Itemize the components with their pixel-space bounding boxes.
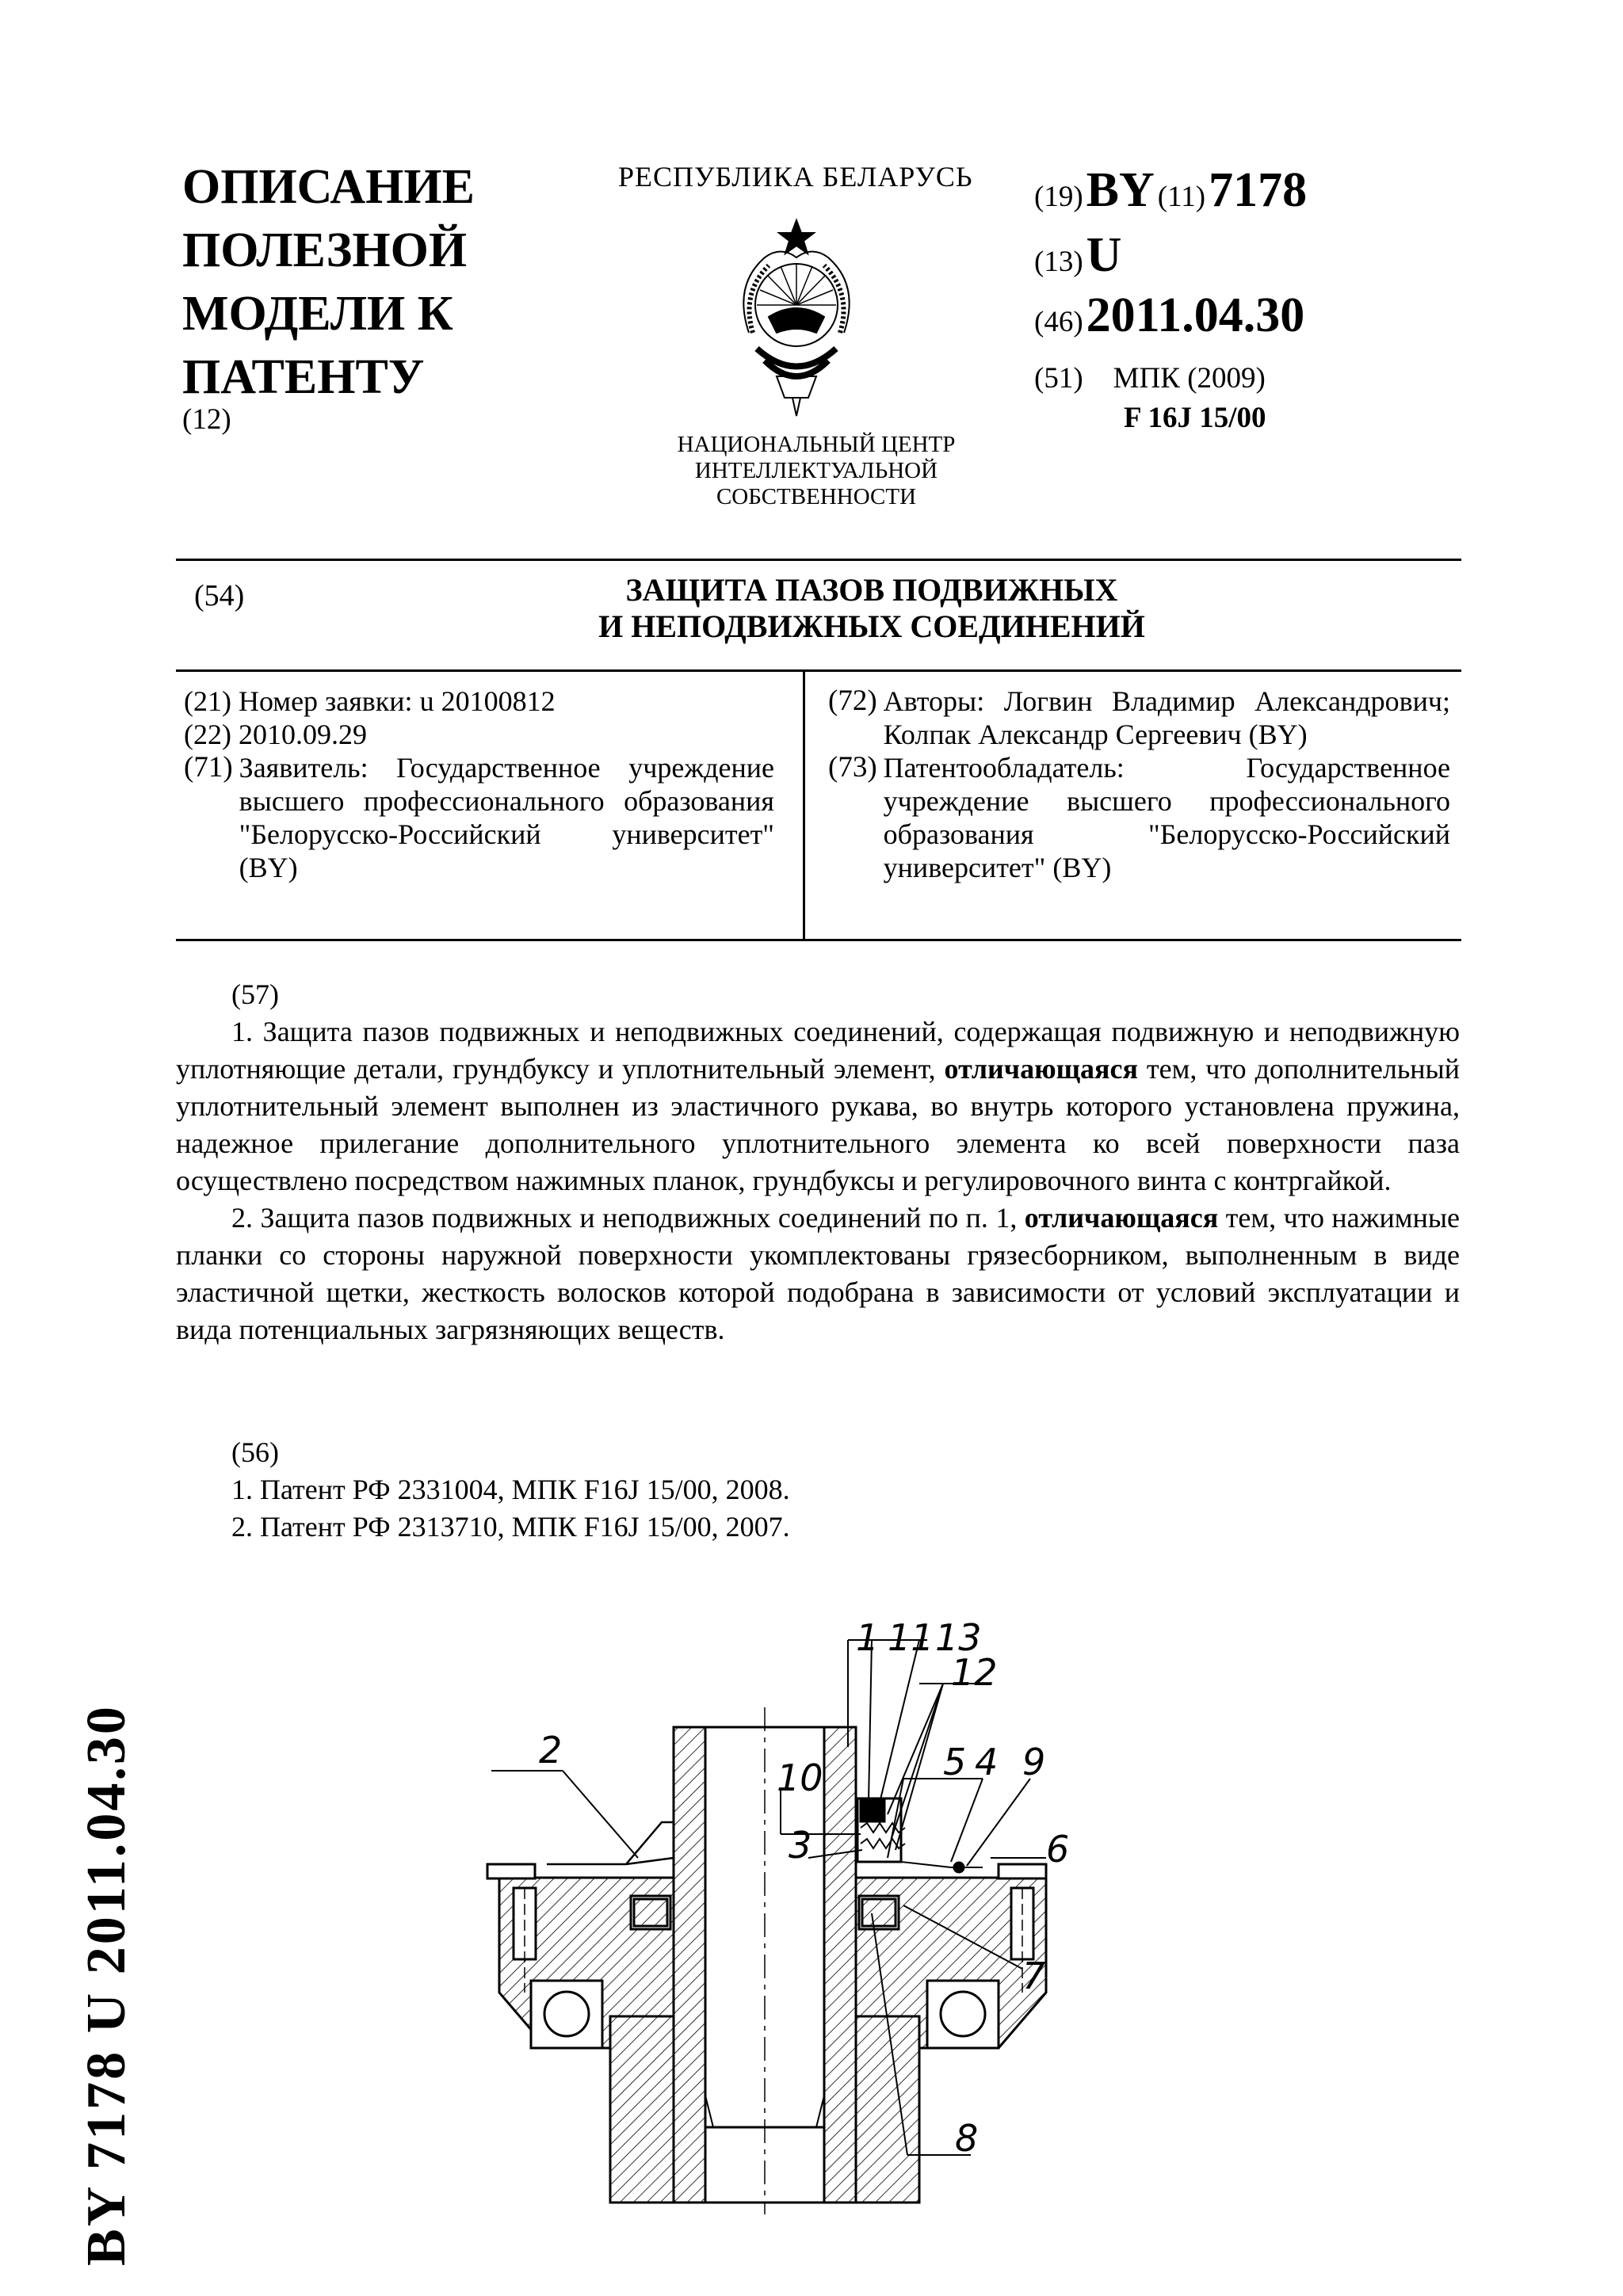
reference-item: 2. Патент РФ 2313710, МПК F16J 15/00, 2007. xyxy=(231,1511,790,1543)
claim-2 xyxy=(176,1199,1460,1348)
claims-section xyxy=(176,976,1460,1348)
divider xyxy=(176,559,1461,561)
ipc-label: МПК (2009) xyxy=(1113,362,1266,395)
claim-1 xyxy=(176,1013,1460,1199)
figure-label: 1 xyxy=(856,1620,880,1659)
code-13: (13) xyxy=(1034,246,1083,278)
code-19: (19) xyxy=(1034,181,1083,213)
figure-label: 12 xyxy=(951,1651,998,1694)
center-line: НАЦИОНАЛЬНЫЙ ЦЕНТР xyxy=(677,432,956,457)
claim-text: 1. Защита пазов подвижных и неподвижных соединений, содержащая подвижную и неподвижную уплотняющие детали, грундбуксу и уплотнительный элемент, xyxy=(176,1016,1460,1085)
figure-label: 9 xyxy=(1022,1741,1046,1783)
document-type-title xyxy=(182,155,475,409)
title-line: ПОЛЕЗНОЙ xyxy=(182,223,468,277)
figure-label: 7 xyxy=(1022,1955,1046,1997)
center-line: СОБСТВЕННОСТИ xyxy=(716,484,917,509)
code-51: (51) xyxy=(1034,362,1083,395)
publication-number-line xyxy=(1034,162,1307,219)
applicant: Заявитель: Государственное учреждение высшего профессионального образования "Белорусско-Российский университет" (BY) xyxy=(239,752,774,883)
divider xyxy=(176,939,1461,941)
invention-title xyxy=(475,572,1268,645)
title-line: МОДЕЛИ К xyxy=(182,287,453,341)
technical-drawing xyxy=(475,1620,1165,2222)
side-label: BY 7178 U 2011.04.30 xyxy=(76,1704,137,2266)
code-57: (57) xyxy=(231,978,279,1010)
state-emblem-icon xyxy=(717,214,876,428)
invention-title-line: И НЕПОДВИЖНЫХ СОЕДИНЕНИЙ xyxy=(598,608,1145,644)
code-54: (54) xyxy=(194,579,245,612)
application-date: (22) 2010.09.29 xyxy=(184,719,367,750)
owner-entry xyxy=(828,751,1450,884)
ipc-class: F 16J 15/00 xyxy=(1124,402,1266,434)
application-number: (21) Номер заявки: u 20100812 xyxy=(184,685,556,717)
country-code: BY xyxy=(1086,163,1155,217)
national-center-name xyxy=(650,432,983,510)
column-divider xyxy=(803,669,805,940)
code-12: (12) xyxy=(182,403,231,436)
claim-text: тем, что нажимные планки со стороны наружной поверхности укомплектованы грязесборником, выполненным в виде эластичной щетки, жесткость волосков которой подобрана в зависимости от условий эксплуатации и вида потенциальных загрязняющих веществ. xyxy=(176,1202,1460,1345)
invention-title-line: ЗАЩИТА ПАЗОВ ПОДВИЖНЫХ xyxy=(625,572,1118,608)
publication-date: 2011.04.30 xyxy=(1086,288,1305,342)
biblio-left xyxy=(184,685,774,884)
kind-line xyxy=(1034,227,1121,284)
figure-label: 2 xyxy=(539,1729,563,1772)
claim-keyword: отличающаяся xyxy=(1024,1202,1219,1234)
reference-item: 1. Патент РФ 2331004, МПК F16J 15/00, 2008. xyxy=(231,1474,790,1505)
date-line xyxy=(1034,288,1304,344)
figure-label: 8 xyxy=(955,2117,979,2160)
claim-text: тем, что дополнительный уплотнительный элемент выполнен из эластичного рукава, во внутрь которого установлена пружина, надежное прилегание дополнительного уплотнительного элемента ко всей поверхности паза осуществлено посредством нажимных планок, грундбуксы и регулировочного винта с контргайкой. xyxy=(176,1053,1460,1196)
references-section xyxy=(231,1434,790,1546)
figure-label: 5 xyxy=(943,1741,967,1783)
divider xyxy=(176,669,1461,672)
kind-code: U xyxy=(1086,228,1122,282)
biblio-right xyxy=(828,685,1450,884)
figure-label: 11 xyxy=(888,1620,934,1659)
code-46: (46) xyxy=(1034,306,1083,338)
code-71: (71) xyxy=(184,751,233,784)
code-11: (11) xyxy=(1157,181,1206,213)
center-line: ИНТЕЛЛЕКТУАЛЬНОЙ xyxy=(694,458,938,483)
claim-keyword: отличающаяся xyxy=(944,1053,1138,1085)
authors: Авторы: Логвин Владимир Александрович; Колпак Александр Сергеевич (BY) xyxy=(883,685,1450,750)
title-line: ОПИСАНИЕ xyxy=(182,160,475,214)
code-73: (73) xyxy=(828,751,877,784)
figure-label: 13 xyxy=(935,1620,982,1659)
authors-entry xyxy=(828,685,1450,751)
code-56: (56) xyxy=(231,1436,279,1468)
patent-number: 7178 xyxy=(1209,163,1308,217)
figure-label: 10 xyxy=(777,1756,823,1799)
title-line: ПАТЕНТУ xyxy=(182,350,425,404)
figure-label: 6 xyxy=(1046,1828,1070,1871)
claim-text: 2. Защита пазов подвижных и неподвижных соединений по п. 1, xyxy=(231,1202,1025,1234)
patent-owner: Патентообладатель: Государственное учреждение высшего профессионального образования "Белорусско-Российский университет" (BY) xyxy=(883,752,1450,883)
republic-name: РЕСПУБЛИКА БЕЛАРУСЬ xyxy=(618,161,973,193)
figure-label: 3 xyxy=(789,1824,812,1867)
figure-label: 4 xyxy=(975,1741,999,1783)
code-72: (72) xyxy=(828,685,877,717)
applicant-entry xyxy=(184,751,774,884)
ipc-line xyxy=(1034,361,1266,395)
